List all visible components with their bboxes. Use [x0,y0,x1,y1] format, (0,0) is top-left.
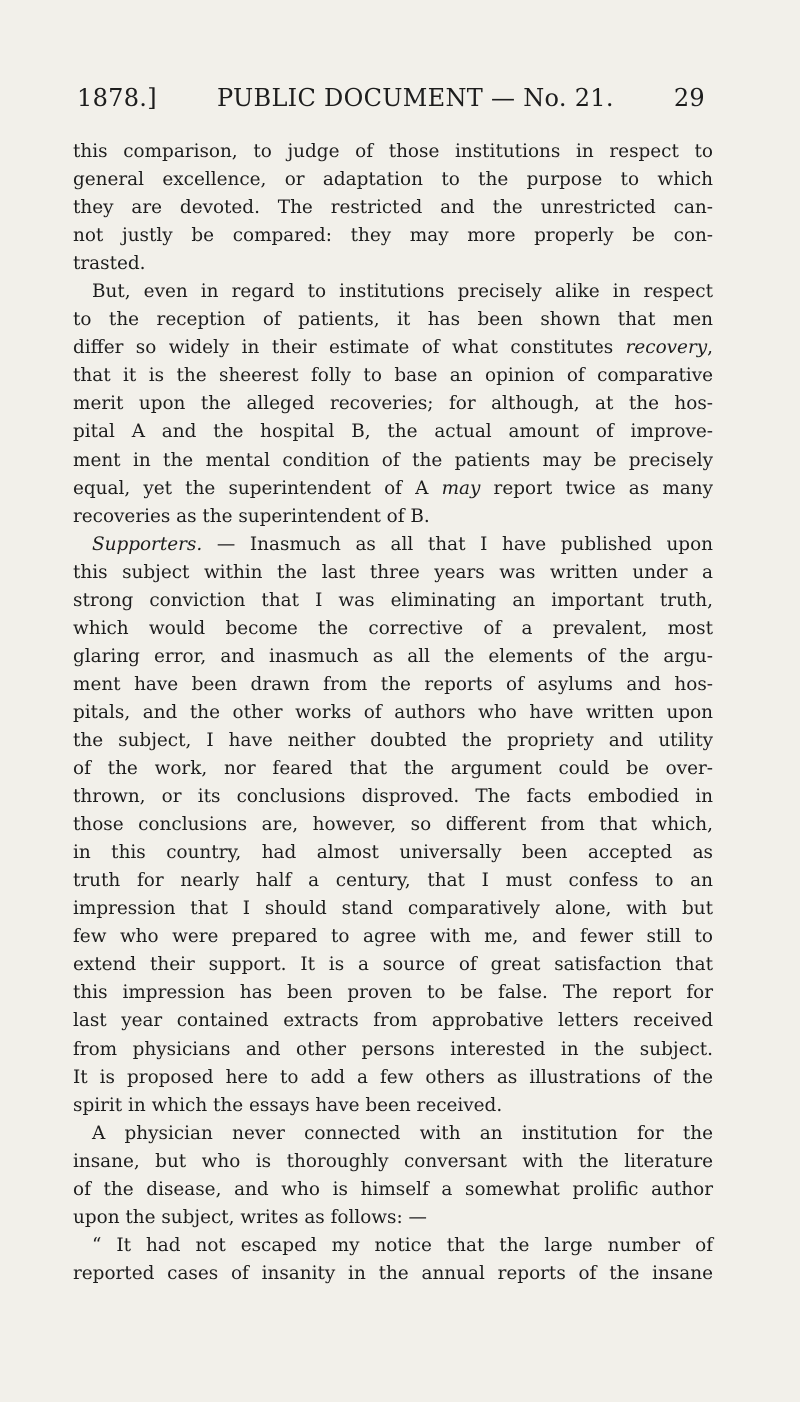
text-line: to the reception of patients, it has been shown that men [73,309,713,331]
text-line: this impression has been proven to be false. The report for [73,982,713,1004]
text-segment: — Inasmuch as all that I have published upon [202,533,713,555]
text-line: the subject, I have neither doubted the propriety and utility [73,729,713,751]
text-line: last year contained extracts from approbative letters received [73,1010,713,1032]
text-line [73,475,713,503]
text-line: upon the subject, writes as follows: — [73,1206,427,1228]
text-line: recoveries as the superintendent of B. [73,505,430,527]
text-line: this subject within the last three years was written under a [73,561,713,583]
text-line: not justly be compared: they may more properly be con- [73,225,713,247]
text-line: of the work, nor feared that the argument could be over- [73,758,713,780]
body-text [73,138,713,1288]
italic-text: Supporters. [92,533,203,555]
text-line: A physician never connected with an institution for the [92,1122,713,1144]
text-line: pitals, and the other works of authors who have written upon [73,701,713,723]
text-line: general excellence, or adaptation to the purpose to which [73,169,713,191]
text-line: ment in the mental condition of the patients may be precisely [73,449,713,471]
text-line: merit upon the alleged recoveries; for although, at the hos- [73,393,713,415]
text-segment: , [707,337,713,359]
text-line: that it is the sheerest folly to base an opinion of comparative [73,365,713,387]
text-line: of the disease, and who is himself a somewhat prolific author [73,1178,713,1200]
text-segment: report twice as many [480,477,713,499]
running-header [77,84,705,112]
italic-text: may [441,477,481,499]
text-line: from physicians and other persons interested in the subject. [73,1038,713,1060]
page-number: 29 [673,84,705,112]
text-line: this comparison, to judge of those institutions in respect to [73,141,713,162]
text-segment: differ so widely in their estimate of what constitutes [73,337,626,359]
text-line: trasted. [73,253,146,275]
text-line: truth for nearly half a century, that I must confess to an [73,870,713,892]
text-line [73,334,713,362]
italic-text: recovery [625,337,708,359]
text-line: reported cases of insanity in the annual reports of the insane [73,1262,713,1284]
text-line: thrown, or its conclusions disproved. The facts embodied in [73,786,713,808]
text-line: strong conviction that I was eliminating an important truth, [73,589,713,611]
text-line: extend their support. It is a source of great satisfaction that [73,954,713,976]
text-line: But, even in regard to institutions precisely alike in respect [92,281,713,303]
text-line: which would become the corrective of a prevalent, most [73,617,713,639]
text-segment: equal, yet the superintendent of A [73,477,442,499]
header-year: 1878.] [77,84,157,112]
header-title: PUBLIC DOCUMENT — No. 21. [216,84,614,112]
text-line: It is proposed here to add a few others as illustrations of the [73,1066,713,1088]
text-line: those conclusions are, however, so different from that which, [73,814,713,836]
text-line: glaring error, and inasmuch as all the elements of the argu- [73,645,713,667]
text-line: they are devoted. The restricted and the unrestricted can- [73,197,713,219]
text-line: few who were prepared to agree with me, and fewer still to [73,926,713,948]
text-line: insane, but who is thoroughly conversant with the literature [73,1150,713,1172]
text-line: pital A and the hospital B, the actual amount of improve- [73,421,713,443]
text-line: ment have been drawn from the reports of asylums and hos- [73,673,713,695]
text-line: “ It had not escaped my notice that the large number of [92,1234,713,1256]
text-line: impression that I should stand comparatively alone, with but [73,898,713,920]
text-line: in this country, had almost universally been accepted as [73,842,713,864]
text-line: spirit in which the essays have been received. [73,1094,503,1116]
text-line [73,531,713,559]
